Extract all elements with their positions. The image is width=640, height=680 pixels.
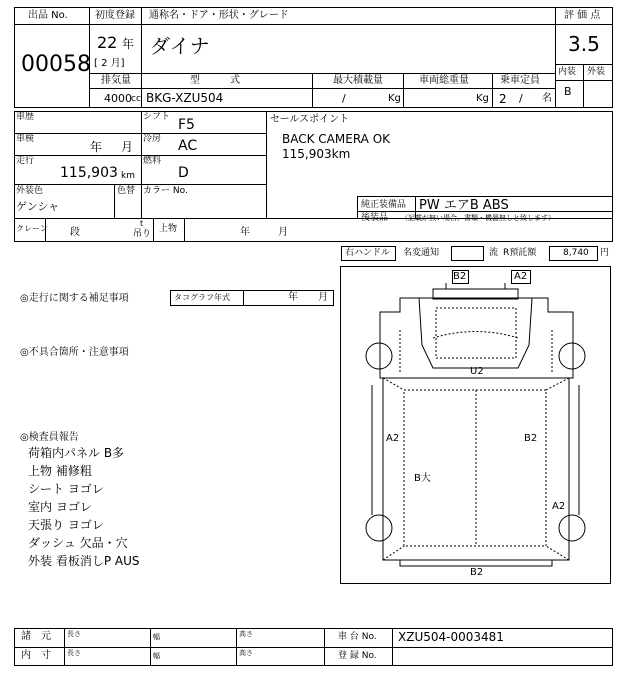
report-line: 室内 ヨゴレ [28,500,92,514]
history-label: 車歴 [16,112,35,122]
mark-bed-center: B大 [414,473,431,484]
shift-label: シフト [143,112,171,122]
upper-month: 月 [278,227,288,238]
report-line: 上物 補修粗 [28,464,92,478]
dims-height-label: 高さ [239,649,253,657]
tacho-month: 月 [318,292,328,303]
crane-label: クレーン [16,224,48,233]
spec-width-label: 幅 [153,633,160,641]
shift-value: F5 [178,117,195,133]
yen-label: 円 [600,248,610,258]
mark-top-left: B2 [453,271,467,282]
inspector-label: ◎検査員報告 [20,432,79,443]
car-name: ダイナ [150,34,210,58]
tacho-label: タコグラフ年式 [174,293,230,302]
rating-value: 3.5 [568,32,600,56]
name-label: 通称名・ドア・形状・グレード [149,10,289,21]
color-no-label: カラー No. [143,186,188,196]
dims-width-label: 幅 [153,652,160,660]
mark-top-right: A2 [514,271,528,282]
displacement-unit: cc [131,94,141,104]
aftermarket-label: 後装品 [361,213,389,223]
ac-value: AC [178,138,198,154]
upper-label: 上物 [159,224,178,234]
dims-label: 内 寸 [21,650,51,661]
model-code: BKG-XZU504 [146,91,224,105]
report-line: 天張り ヨゴレ [28,518,104,532]
year-value: 22 [97,33,118,52]
mileage-value: 115,903 [60,165,118,181]
interior-value: B [564,85,572,98]
year-unit: 年 [122,37,135,51]
ext-color-label: 外装色 [16,186,44,196]
capacity-label: 乗車定員 [500,75,540,86]
mark-inner-right: B2 [524,433,538,444]
model-label: 型 式 [190,75,240,86]
tacho-year: 年 [288,292,298,303]
fuel-value: D [178,165,189,181]
aftermarket-note: （記載が無い場合、書類・機器無しと致します） [401,214,555,222]
damage-diagram-frame [340,266,611,584]
capacity-sep: / [519,92,523,105]
gross-weight-unit: Kg [476,93,489,104]
sales-label: セールスポイント [270,114,350,125]
spec-label: 諸 元 [21,631,51,642]
factory-equip-value: PW エアB ABS [419,198,509,213]
drive-label: 右ハンドル [345,248,391,258]
max-load-unit: Kg [388,93,401,104]
defects-label: ◎不具合箇所・注意事項 [20,347,129,358]
r-deposit-label: R預託額 [503,248,537,258]
mileage-unit: km [121,171,135,181]
capacity-unit: 名 [542,93,552,104]
color-change-label: 色替 [117,186,136,196]
factory-equip-label: 純正装備品 [361,200,407,210]
displacement-value: 4000 [104,92,132,105]
flow-label: 流 [489,248,499,258]
chassis-label: 車 台 No. [338,632,377,642]
inspection-label: 車検 [16,134,35,144]
mark-cab-center: U2 [470,366,484,377]
report-line: シート ヨゴレ [28,482,104,496]
mark-left-side: A2 [386,433,400,444]
inspection-month: 月 [121,140,134,154]
crane-ton: t [140,219,144,228]
upper-year: 年 [240,227,250,238]
report-line: 荷箱内パネル B多 [28,446,125,460]
rating-label: 評 価 点 [564,10,601,21]
lot-number: 00058 [21,52,91,77]
crane-lift: 吊り [133,229,152,239]
registration-label: 登 録 No. [338,651,377,661]
chassis-value: XZU504-0003481 [398,630,504,644]
ext-color-value: ゲンシャ [16,200,60,213]
fuel-label: 燃料 [143,156,162,166]
report-line: ダッシュ 欠品・穴 [28,536,128,550]
name-change-box [451,246,484,261]
max-load-label: 最大積載量 [333,75,383,86]
capacity-value: 2 [499,92,507,106]
mark-right-side: A2 [552,501,566,512]
name-change-label: 名変通知 [403,248,440,258]
gross-weight-label: 車両総重量 [419,75,469,86]
sales-line1: BACK CAMERA OK [282,132,391,146]
spec-length-label: 長さ [67,630,81,638]
dims-length-label: 長さ [67,649,81,657]
sales-line2: 115,903km [282,147,351,161]
inspection-year: 年 [90,140,103,154]
exterior-label: 外装 [587,67,606,77]
r-deposit-value: 8,740 [563,248,589,258]
month-bracket: [ 2 月] [94,58,125,69]
mileage-label: 走行 [16,156,35,166]
crane-stage: 段 [70,227,80,238]
driving-notes-label: ◎走行に関する補足事項 [20,293,129,304]
spec-height-label: 高さ [239,630,253,638]
lot-label: 出品 No. [28,10,68,21]
first-reg-label: 初度登録 [95,10,135,21]
max-load-sep: / [342,92,346,105]
displacement-label: 排気量 [101,75,131,86]
report-line: 外装 看板消しP AUS [28,554,140,568]
ac-label: 冷房 [143,134,162,144]
mark-rear: B2 [470,567,484,578]
interior-label: 内装 [558,67,577,77]
